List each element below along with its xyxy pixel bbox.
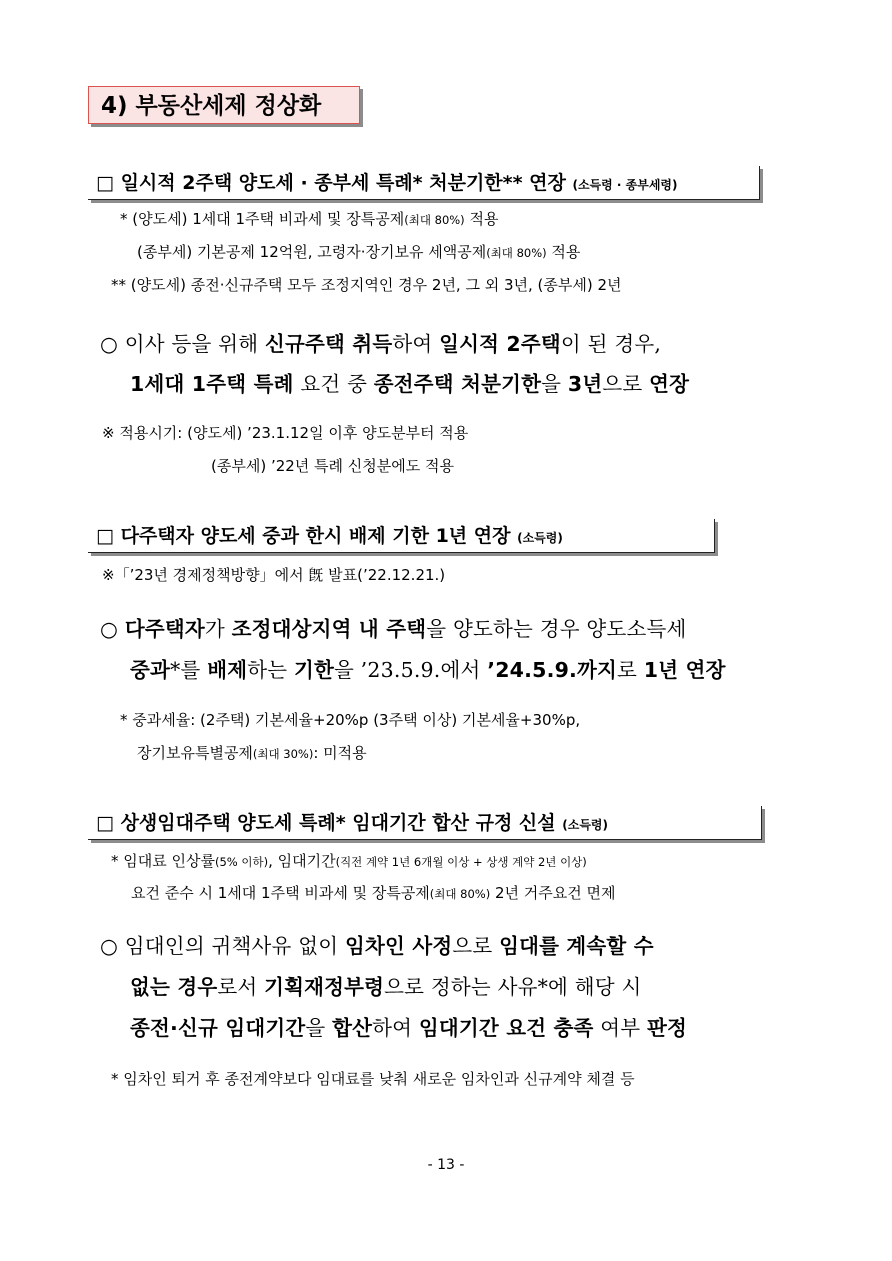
section-title: 4) 부동산세제 정상화	[88, 86, 360, 124]
emphasis-text: 기한	[293, 658, 334, 682]
emphasis-text: 1년 연장	[643, 658, 726, 682]
bullet-line	[100, 322, 661, 366]
emphasis-text: ’24.5.9.까지	[487, 658, 618, 682]
emphasis-text: 중과	[130, 658, 171, 682]
body-text: 로서	[217, 975, 265, 999]
emphasis-text: 기획재정부령	[264, 975, 385, 999]
emphasis-text: 배제	[207, 658, 248, 682]
body-text: 하여	[372, 1016, 419, 1040]
body-text: 가	[204, 617, 232, 641]
bullet-line	[130, 362, 689, 406]
body-text: 을	[541, 372, 568, 396]
body-text: ○ 임대인의 귀책사유 없이	[100, 934, 345, 958]
emphasis-text: 다주택자	[124, 617, 205, 641]
note-small: (직전 계약 1년 6개월 이상 + 상생 계약 2년 이상)	[335, 855, 587, 869]
bullet-line	[100, 924, 654, 968]
heading-text: □ 일시적 2주택 양도세 · 종부세 특례* 처분기한** 연장	[96, 172, 566, 194]
note-line	[137, 240, 580, 265]
note-text: , 임대기간	[268, 852, 336, 870]
footnote-line: * 임차인 퇴거 후 종전계약보다 임대료를 낮춰 새로운 임차인과 신규계약 체결 등	[111, 1070, 635, 1088]
body-text: ○ 이사 등을 위해	[100, 332, 265, 356]
note-line: * 중과세율: (2주택) 기본세율+20%p (3주택 이상) 기본세율+30%p,	[120, 711, 581, 729]
body-text: 이 된 경우,	[560, 332, 662, 356]
emphasis-text: 종전주택 처분기한	[373, 372, 542, 396]
note-text: (종부세) 기본공제 12억원, 고령자·장기보유 세액공제	[137, 243, 487, 261]
emphasis-text: 종전·신규 임대기간	[130, 1016, 306, 1040]
bullet-line	[130, 965, 641, 1009]
emphasis-text: 3년	[567, 372, 603, 396]
note-text: 적용	[546, 243, 581, 261]
heading-temporary-two-homes	[88, 166, 760, 200]
emphasis-text: 임대기간 요건 충족	[418, 1016, 594, 1040]
body-text: ○	[100, 617, 125, 641]
body-text: 으로 정하는 사유*에 해당 시	[384, 975, 642, 999]
bullet-line	[130, 648, 726, 692]
body-text: 하여	[392, 332, 440, 356]
heading-multi-homeowner	[88, 519, 715, 553]
heading-rental-housing	[88, 806, 762, 840]
emphasis-text: 없는 경우	[130, 975, 218, 999]
note-line	[120, 207, 498, 232]
body-text: 을 양도하는 경우 양도소득세	[426, 617, 687, 641]
reference-line: ※「’23년 경제정책방향」에서 旣 발표(’22.12.21.)	[102, 566, 446, 584]
note-line	[111, 849, 587, 874]
body-text: 을 ’23.5.9.에서	[333, 658, 488, 682]
emphasis-text: 연장	[649, 372, 690, 396]
note-text: 요건 준수 시 1세대 1주택 비과세 및 장특공제	[131, 884, 430, 902]
note-text: : 미적용	[313, 744, 367, 762]
emphasis-text: 1세대 1주택 특례	[130, 372, 294, 396]
note-small: (최대 80%)	[429, 887, 491, 901]
page-number: - 13 -	[427, 1157, 465, 1173]
emphasis-text: 임대를 계속할 수	[499, 934, 654, 958]
note-line: ** (양도세) 종전·신규주택 모두 조정지역인 경우 2년, 그 외 3년, (종부세) 2년	[111, 276, 622, 294]
body-text: *를	[170, 658, 208, 682]
emphasis-text: 합산	[332, 1016, 373, 1040]
note-small: (최대 80%)	[486, 246, 547, 260]
bullet-line	[100, 607, 686, 651]
note-small: (최대 80%)	[404, 213, 465, 227]
emphasis-text: 임차인 사정	[344, 934, 453, 958]
body-text: 로	[617, 658, 644, 682]
emphasis-text: 신규주택 취득	[264, 332, 393, 356]
body-text: 요건 중	[293, 372, 374, 396]
emphasis-text: 판정	[647, 1016, 688, 1040]
heading-tag: (소득령 · 종부세령)	[572, 178, 678, 192]
apply-line: ※ 적용시기: (양도세) ’23.1.12일 이후 양도분부터 적용	[102, 424, 469, 442]
body-text: 을	[305, 1016, 333, 1040]
apply-line: (종부세) ’22년 특례 신청분에도 적용	[211, 457, 455, 475]
note-text: 적용	[464, 210, 499, 228]
body-text: 여부	[593, 1016, 647, 1040]
note-text: * 임대료 인상률	[111, 852, 215, 870]
note-line	[131, 881, 616, 906]
note-small: (최대 30%)	[252, 747, 314, 761]
heading-text: □ 상생임대주택 양도세 특례* 임대기간 합산 규정 신설	[96, 812, 556, 834]
note-small: (5% 이하)	[214, 855, 269, 869]
body-text: 으로	[452, 934, 500, 958]
heading-tag: (소득령)	[517, 531, 563, 545]
note-text: 2년 거주요건 면제	[490, 884, 616, 902]
heading-text: □ 다주택자 양도세 중과 한시 배제 기한 1년 연장	[96, 525, 511, 547]
emphasis-text: 조정대상지역 내 주택	[231, 617, 427, 641]
heading-tag: (소득령)	[562, 818, 609, 832]
note-text: * (양도세) 1세대 1주택 비과세 및 장특공제	[120, 210, 405, 228]
emphasis-text: 일시적 2주택	[439, 332, 561, 356]
note-line	[137, 741, 367, 766]
body-text: 하는	[247, 658, 294, 682]
bullet-line	[130, 1006, 687, 1050]
body-text: 으로	[602, 372, 650, 396]
note-text: 장기보유특별공제	[137, 744, 253, 762]
